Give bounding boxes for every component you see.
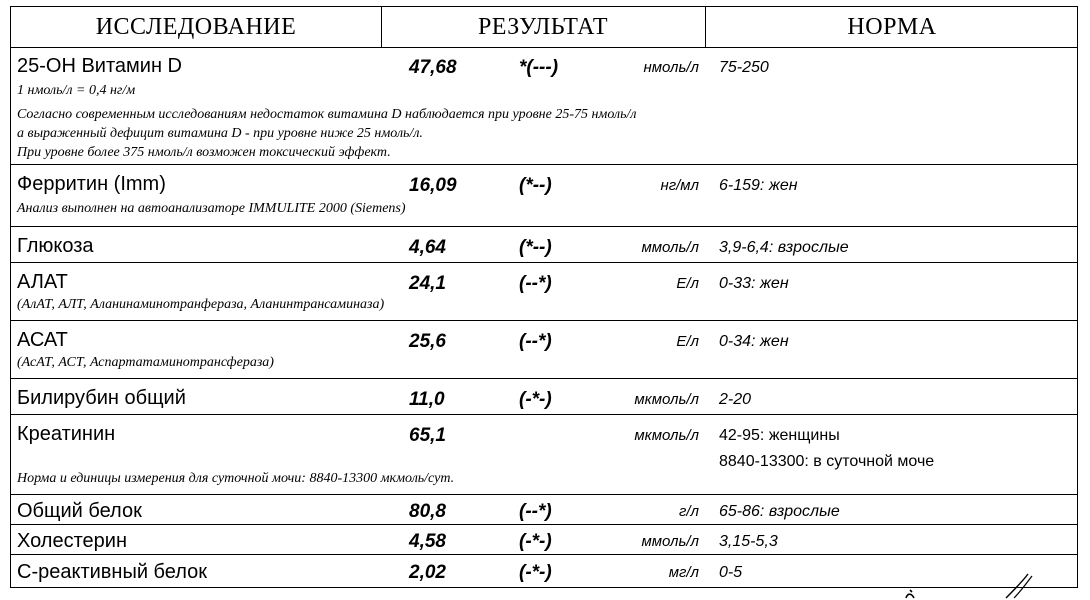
test-norm: 2-20 xyxy=(719,391,752,408)
test-value: 11,0 xyxy=(409,389,445,410)
test-note: Анализ выполнен на автоанализаторе IMMULITE 2000 (Siemens) xyxy=(17,201,406,216)
row-creatinine xyxy=(11,415,1077,495)
test-value: 16,09 xyxy=(409,175,457,196)
test-flag: (-*-) xyxy=(519,531,552,552)
test-unit: ммоль/л xyxy=(641,239,699,256)
test-note: (АсАТ, АСТ, Аспартатаминотрансфераза) xyxy=(17,355,274,370)
test-flag: (-*-) xyxy=(519,562,552,583)
test-name: 25-ОН Витамин D xyxy=(17,55,182,77)
test-flag: (--*) xyxy=(519,501,552,522)
row-bilirubin xyxy=(11,379,1077,415)
row-asat xyxy=(11,321,1077,379)
test-name: АСАТ xyxy=(17,329,68,351)
test-unit: г/л xyxy=(678,503,699,520)
test-name: С-реактивный белок xyxy=(17,561,208,583)
test-note: 1 нмоль/л = 0,4 нг/м xyxy=(17,83,136,98)
test-note: При уровне более 375 нмоль/л возможен токсический эффект. xyxy=(17,145,391,160)
test-unit: мкмоль/л xyxy=(634,427,699,444)
test-norm: 3,9-6,4: взрослые xyxy=(719,239,849,256)
test-norm-urine: 8840-13300: в суточной моче xyxy=(719,453,935,470)
test-value: 2,02 xyxy=(409,562,446,583)
test-note: Норма и единицы измерения для суточной мочи: 8840-13300 мкмоль/сут. xyxy=(17,471,455,486)
test-note: а выраженный дефицит витамина D - при уровне ниже 25 нмоль/л. xyxy=(17,126,423,141)
table-header xyxy=(11,7,1077,48)
test-unit: мг/л xyxy=(668,564,699,581)
row-total-protein xyxy=(11,495,1077,525)
row-vitamin-d xyxy=(11,47,1077,165)
test-flag: *(---) xyxy=(519,57,559,78)
test-value: 47,68 xyxy=(409,57,457,78)
test-norm: 75-250 xyxy=(719,59,769,76)
test-unit: Е/л xyxy=(676,333,699,350)
test-value: 25,6 xyxy=(409,331,446,352)
test-name: АЛАТ xyxy=(17,271,68,293)
test-unit: нмоль/л xyxy=(643,59,699,76)
signature-mark xyxy=(896,572,1046,600)
test-unit: ммоль/л xyxy=(641,533,699,550)
test-unit: нг/мл xyxy=(660,177,699,194)
test-value: 24,1 xyxy=(409,273,446,294)
test-flag: (-*-) xyxy=(519,389,552,410)
test-flag: (*--) xyxy=(519,175,552,196)
test-unit: Е/л xyxy=(676,275,699,292)
lab-results-table xyxy=(10,6,1078,588)
header-study: ИССЛЕДОВАНИЕ xyxy=(11,7,382,47)
test-norm: 0-33: жен xyxy=(719,275,789,292)
row-alat xyxy=(11,263,1077,321)
row-glucose xyxy=(11,227,1077,263)
test-value: 4,64 xyxy=(409,237,446,258)
test-flag: (*--) xyxy=(519,237,552,258)
test-name: Креатинин xyxy=(17,423,116,445)
row-cholesterol xyxy=(11,525,1077,555)
test-name: Ферритин (Imm) xyxy=(17,173,166,195)
test-value: 4,58 xyxy=(409,531,446,552)
test-value: 80,8 xyxy=(409,501,446,522)
test-name: Холестерин xyxy=(17,530,127,552)
test-unit: мкмоль/л xyxy=(634,391,699,408)
test-name: Глюкоза xyxy=(17,235,94,257)
test-norm: 42-95: женщины xyxy=(719,427,840,444)
test-norm: 3,15-5,3 xyxy=(719,533,778,550)
test-note: (АлАТ, АЛТ, Аланинаминотранфераза, Аланинтрансаминаза) xyxy=(17,297,385,312)
row-ferritin xyxy=(11,165,1077,227)
header-norm: НОРМА xyxy=(847,14,937,40)
test-norm: 6-159: жен xyxy=(719,177,798,194)
test-name: Общий белок xyxy=(17,500,142,522)
test-norm: 0-5 xyxy=(719,564,743,581)
header-result: РЕЗУЛЬТАТ xyxy=(381,7,706,47)
test-name: Билирубин общий xyxy=(17,387,186,409)
test-norm: 65-86: взрослые xyxy=(719,503,840,520)
test-flag: (--*) xyxy=(519,273,552,294)
test-norm: 0-34: жен xyxy=(719,333,789,350)
test-value: 65,1 xyxy=(409,425,446,446)
test-note: Согласно современным исследованиям недостаток витамина D наблюдается при уровне 25-75 нмоль/л xyxy=(17,107,637,122)
test-flag: (--*) xyxy=(519,331,552,352)
